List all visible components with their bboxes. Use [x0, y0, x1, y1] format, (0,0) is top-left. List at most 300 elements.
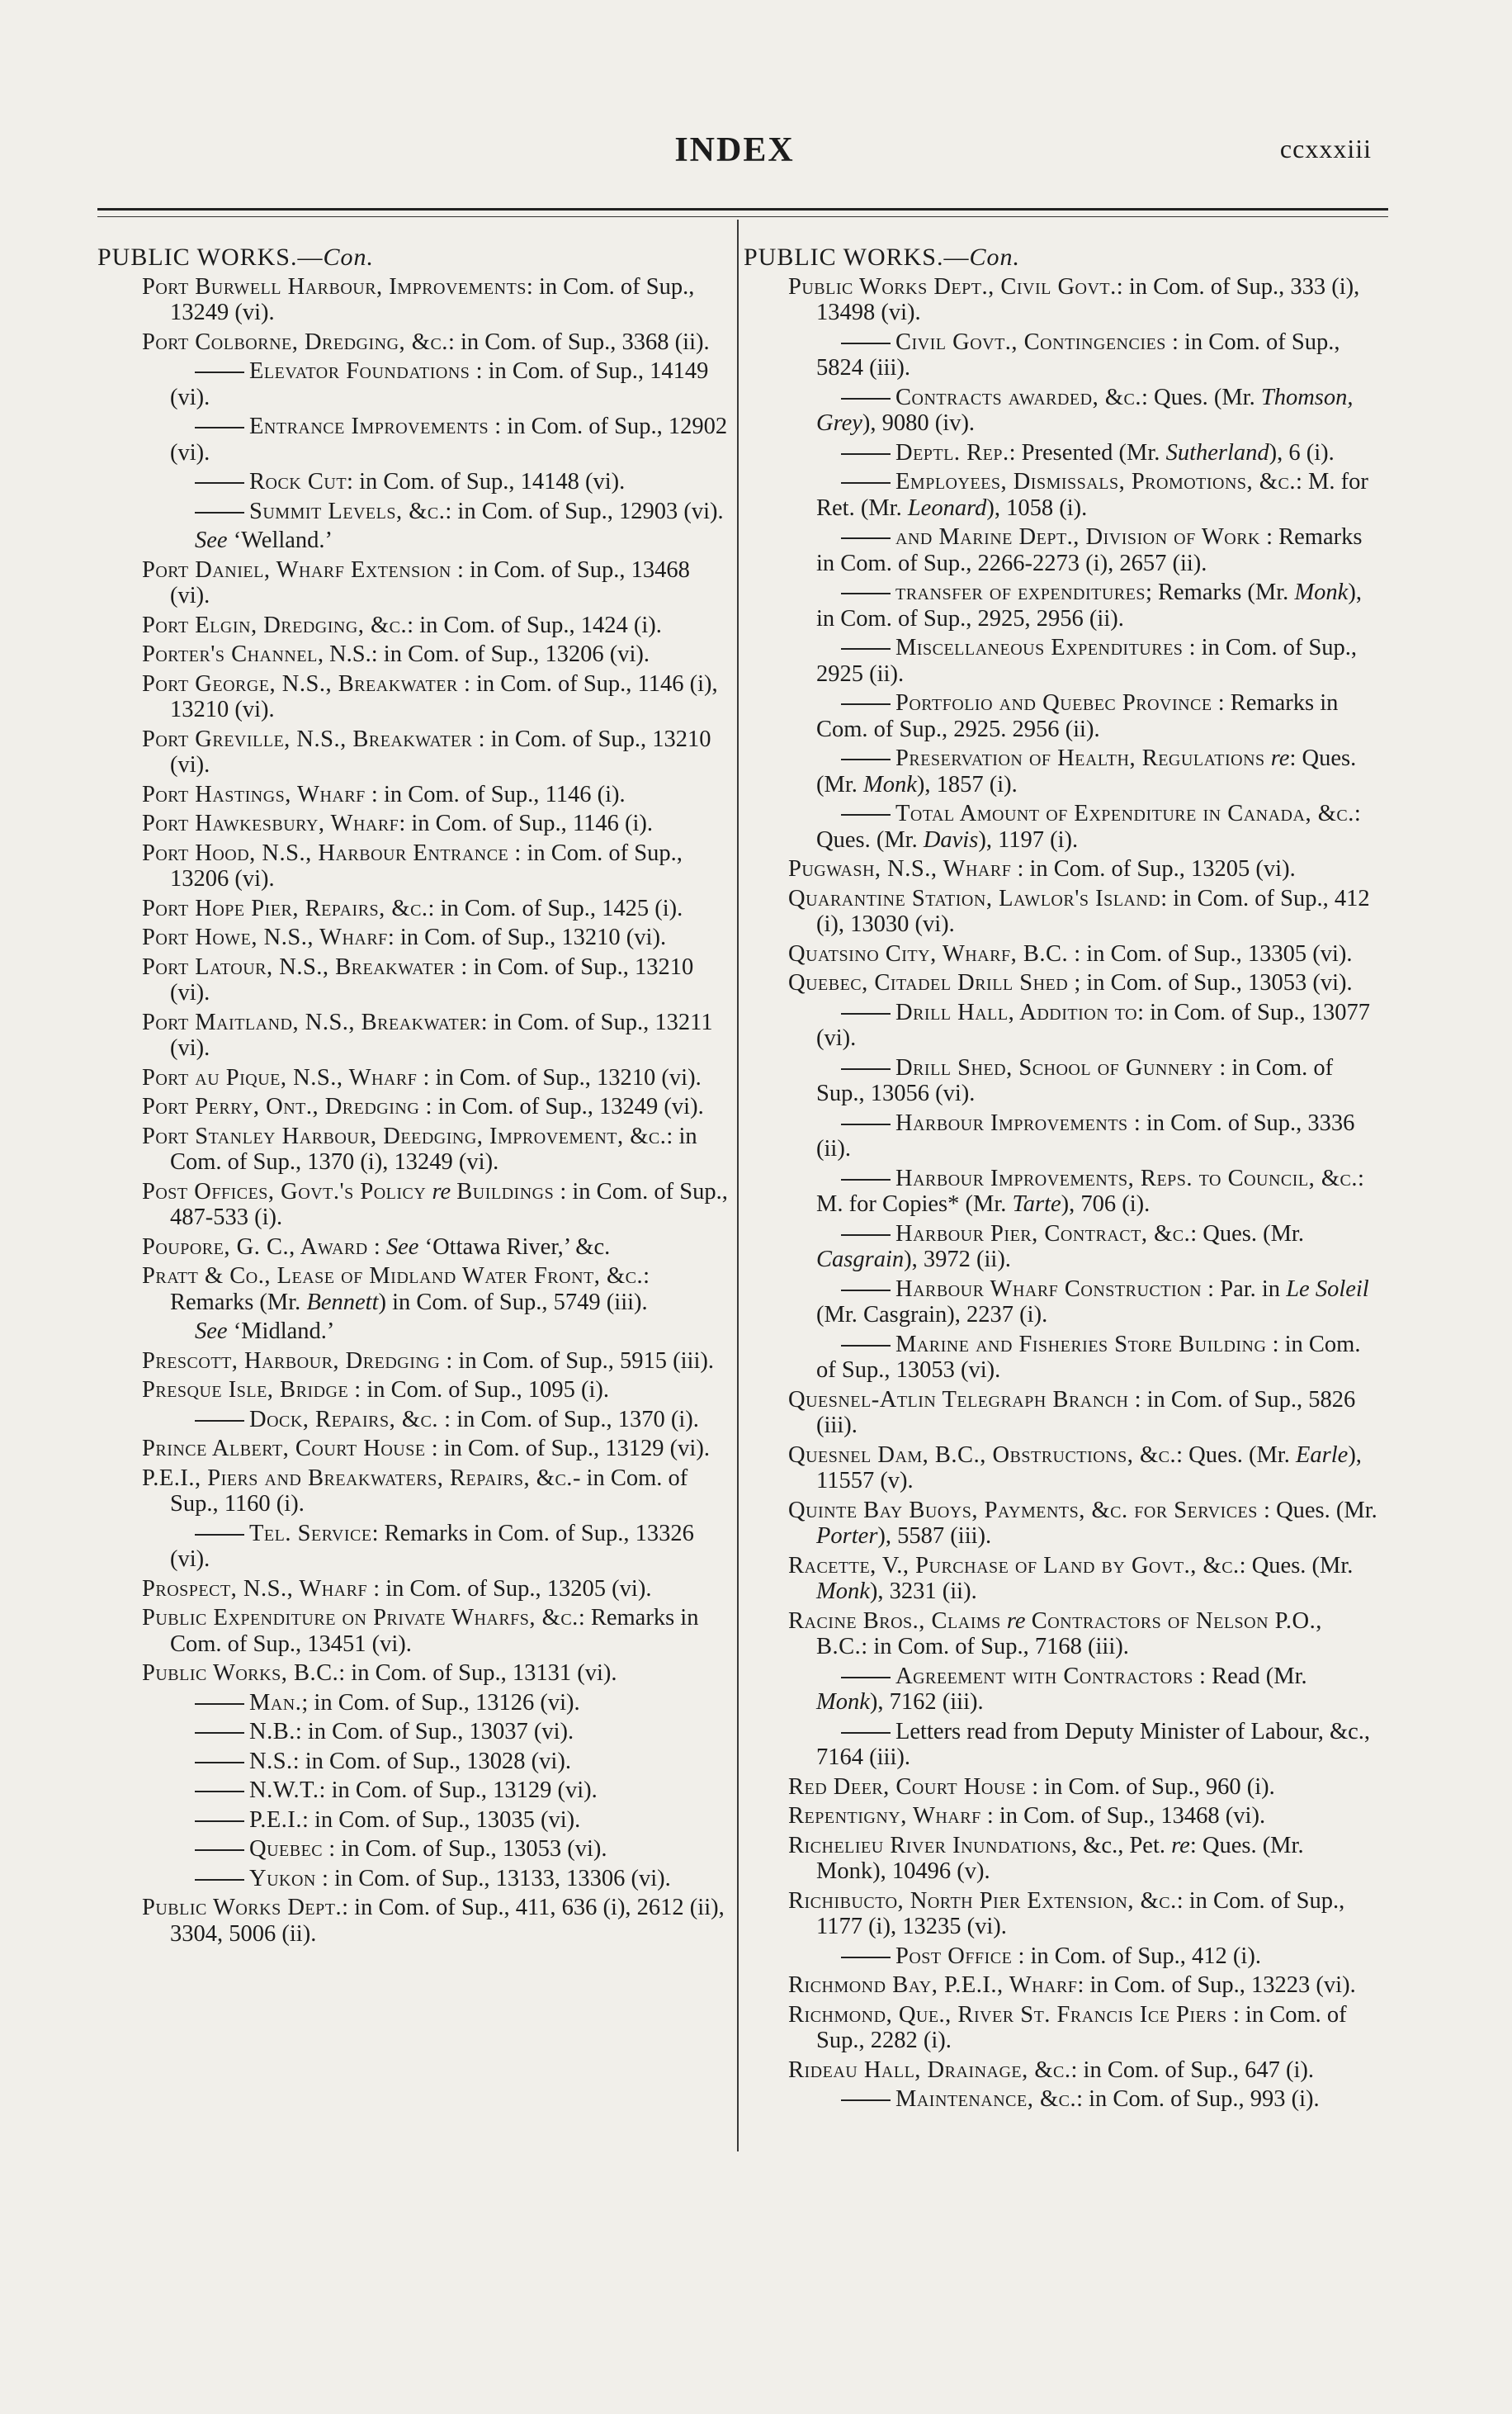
index-entry — [140, 528, 733, 554]
index-entry — [787, 1553, 1379, 1605]
index-subentry — [787, 1000, 1379, 1052]
index-entry — [140, 896, 733, 922]
index-subentry — [140, 1836, 733, 1863]
index-subentry — [787, 385, 1379, 437]
entry-text: : Ques. (Mr. — [1239, 1552, 1354, 1579]
entry-text: : in Com. of Sup., 13028 (vi). — [292, 1748, 571, 1774]
entry-heading: Harbour Wharf Construction — [895, 1276, 1203, 1302]
index-entry — [140, 1660, 733, 1687]
entry-heading: Drill Shed, School of Gunnery — [895, 1054, 1214, 1081]
ditto-dash — [195, 1849, 244, 1851]
entry-heading-cont: Contractors of Nelson P.O., B.C. — [816, 1607, 1322, 1659]
index-entry — [787, 1803, 1379, 1829]
heading-con: Con. — [323, 244, 374, 271]
entry-text: ‘Midland.’ — [227, 1318, 335, 1344]
index-entry — [140, 1576, 733, 1602]
ditto-dash — [195, 1703, 244, 1705]
ditto-dash — [195, 482, 244, 484]
section-heading — [97, 244, 733, 271]
index-subentry — [140, 1690, 733, 1716]
index-entry — [140, 641, 733, 668]
entry-heading: Civil Govt., Contingencies — [895, 329, 1166, 355]
left-column — [97, 244, 733, 1950]
entry-member-name: Monk — [1294, 580, 1349, 605]
entry-text-cont: ), 6 (i). — [1269, 439, 1335, 466]
index-entry — [787, 941, 1379, 968]
entry-member-name: Sutherland — [1165, 439, 1269, 466]
entry-text: : in Com. of Sup., 1146 (i). — [365, 781, 626, 807]
entry-member-name: See — [385, 1233, 419, 1260]
entry-text: : in Com. of Sup., 13210 (vi). — [417, 1064, 702, 1091]
index-entry — [787, 274, 1379, 326]
entry-text: : in Com. of Sup., 993 (i). — [1076, 2086, 1320, 2112]
index-subentry — [787, 1055, 1379, 1107]
index-entry — [787, 1888, 1379, 1940]
index-subentry — [787, 1221, 1379, 1273]
index-subentry — [787, 690, 1379, 742]
entry-text: : in Com. of Sup., 1146 (i). — [399, 811, 654, 836]
entry-heading: and Marine Dept., Division of Work — [895, 524, 1260, 550]
index-entry — [140, 329, 733, 356]
ditto-dash — [841, 593, 891, 594]
ditto-dash — [841, 648, 891, 650]
entry-heading: Prince Albert, Court House — [142, 1436, 426, 1461]
entry-member-name: Monk — [816, 1689, 870, 1715]
ditto-dash — [841, 398, 891, 400]
entry-text: : in Com. of Sup., 13131 (vi). — [338, 1660, 617, 1686]
header-rule-thin — [97, 216, 1388, 217]
index-subentry — [140, 469, 733, 495]
entry-heading: Rock Cut — [249, 469, 347, 495]
index-entry — [140, 1124, 733, 1176]
ditto-dash — [841, 1345, 891, 1347]
index-subentry — [787, 1110, 1379, 1162]
ditto-dash — [195, 1820, 244, 1822]
entry-text-cont: ), 3972 (ii). — [904, 1247, 1011, 1272]
entry-heading: Port Hawkesbury, Wharf — [142, 811, 399, 836]
index-subentry — [787, 329, 1379, 381]
entry-heading: Richmond, Que., River St. Francis Ice Piers — [788, 2001, 1227, 2028]
entry-member-name: re — [1171, 1832, 1190, 1858]
index-entry — [140, 1318, 733, 1345]
index-entry — [140, 671, 733, 723]
entry-text: : Presented (Mr. — [1009, 439, 1166, 466]
index-subentry — [787, 2086, 1379, 2113]
entry-heading: Summit Levels, &c. — [249, 498, 446, 524]
entry-heading: Port Howe, N.S., Wharf — [142, 925, 388, 950]
ditto-dash — [841, 1290, 891, 1291]
ditto-dash — [195, 1732, 244, 1734]
index-entry — [140, 1179, 733, 1231]
index-subentry — [140, 358, 733, 410]
entry-text: : in Com. of Sup., 14148 (vi). — [347, 469, 626, 495]
entry-heading-cont: Buildings — [456, 1178, 555, 1205]
index-entry — [787, 1387, 1379, 1439]
header-rule-thick — [97, 208, 1388, 211]
entry-heading: Prescott, Harbour, Dredging — [142, 1347, 441, 1374]
entry-text: : M. for Ret. (Mr. — [816, 469, 1368, 521]
entry-heading: Rideau Hall, Drainage, &c. — [788, 2057, 1071, 2083]
page-number: ccxxxiii — [1279, 134, 1372, 163]
entry-heading: N.B. — [249, 1719, 295, 1744]
entry-text: : in Com. of Sup., 13129 (vi). — [319, 1777, 598, 1803]
entry-text: : in Com. of Sup., 13468 (vi). — [170, 556, 690, 608]
entry-heading: Racette, V., Purchase of Land by Govt., &c. — [788, 1552, 1240, 1579]
entry-heading: Harbour Improvements — [895, 1110, 1128, 1136]
entry-text-cont: ), 5587 (iii). — [877, 1523, 992, 1549]
entry-text: : in Com. of Sup., 13210 (vi). — [387, 925, 667, 950]
entry-heading: Port Colborne, Dredging, &c. — [142, 329, 448, 355]
index-entry — [787, 856, 1379, 883]
ditto-dash — [195, 1762, 244, 1763]
entry-text-cont: ) in Com. of Sup., 5749 (iii). — [378, 1289, 648, 1315]
column-divider — [737, 220, 739, 2151]
page-title: INDEX — [674, 131, 795, 169]
entry-member-name: Earle — [1295, 1441, 1349, 1468]
entry-heading: Elevator Foundations — [249, 358, 470, 384]
entry-member-name: Monk — [863, 771, 917, 798]
heading-con: Con. — [969, 244, 1020, 271]
entry-text: : in Com. of Sup., 5824 (iii). — [816, 329, 1340, 381]
index-entry — [787, 1608, 1379, 1660]
index-entry — [140, 1895, 733, 1947]
index-subentry — [140, 1866, 733, 1892]
index-entry — [140, 811, 733, 837]
entry-text: : Remarks in Com. of Sup., 13451 (vi). — [170, 1605, 699, 1657]
entry-heading: Pratt & Co., Lease of Midland Water Front, &c. — [142, 1263, 644, 1289]
right-column — [744, 244, 1379, 2116]
entry-heading: Port Perry, Ont., Dredging — [142, 1094, 420, 1119]
entry-text: : in Com. of Sup., 13133, 13306 (vi). — [315, 1865, 671, 1891]
index-entry — [787, 886, 1379, 938]
entry-member-name: Davis — [923, 826, 979, 853]
entry-heading: Port Hastings, Wharf — [142, 781, 366, 807]
entry-heading: Port Stanley Harbour, Deedging, Improvement, &c. — [142, 1123, 667, 1149]
ditto-dash — [841, 759, 891, 760]
entry-text-cont: ), 7162 (iii). — [869, 1689, 984, 1715]
entry-heading: Pugwash, N.S., Wharf — [788, 856, 1012, 882]
entry-text: Letters read from Deputy Minister of Labour, &c., 7164 (iii). — [816, 1718, 1371, 1770]
entry-text: ; in Com. of Sup., 13126 (vi). — [301, 1689, 580, 1716]
index-subentry — [787, 469, 1379, 521]
entry-text: : in Com. of Sup., 13210 (vi). — [170, 726, 711, 778]
ditto-dash — [195, 427, 244, 428]
entry-text: : in Com. of Sup., 1146 (i), 13210 (vi). — [170, 670, 718, 722]
entry-heading: Port Elgin, Dredging, &c. — [142, 612, 408, 638]
entry-heading: Drill Hall, Addition to — [895, 999, 1138, 1025]
entry-text: : in Com. of Sup., 960 (i). — [1026, 1773, 1275, 1800]
entry-text: : in Com. of Sup., 13035 (vi). — [301, 1806, 581, 1833]
entry-heading: Yukon — [249, 1865, 316, 1891]
entry-heading: Port Hope Pier, Repairs, &c. — [142, 895, 428, 921]
index-subentry — [140, 414, 733, 466]
index-entry — [140, 1605, 733, 1657]
entry-heading: Richibucto, North Pier Extension, &c. — [788, 1887, 1177, 1914]
entry-text-cont: ), 11557 (v). — [816, 1441, 1362, 1493]
entry-heading: Red Deer, Court House — [788, 1773, 1027, 1800]
entry-heading: Richelieu River Inundations — [788, 1832, 1072, 1858]
entry-italic: See — [195, 1318, 228, 1344]
entry-heading: Employees, Dismissals, Promotions, &c. — [895, 469, 1296, 495]
entry-text: : in Com. of Sup., 5826 (iii). — [816, 1386, 1356, 1438]
entry-italic: re — [426, 1178, 457, 1205]
ditto-dash — [195, 372, 244, 373]
entry-text: : in Com. of Sup., 333 (i), 13498 (vi). — [816, 273, 1360, 325]
index-subentry — [787, 1664, 1379, 1716]
entry-text: : in Com. of Sup., 13077 (vi). — [816, 999, 1370, 1051]
entry-italic: re — [1264, 746, 1290, 771]
entry-italic: See — [195, 528, 228, 553]
entry-text: : Ques. (Mr. — [1141, 384, 1261, 410]
entry-text: : in Com. of Sup., 12902 (vi). — [170, 414, 728, 466]
entry-italic: re — [1000, 1607, 1032, 1634]
ditto-dash — [195, 1534, 244, 1536]
ditto-dash — [841, 2099, 891, 2101]
entry-heading: Deptl. Rep. — [895, 439, 1009, 466]
entry-text: : Remarks in Com. of Sup., 2266-2273 (i), 2657 (ii). — [816, 524, 1363, 576]
entry-text-cont: ), 3231 (ii). — [869, 1579, 977, 1604]
entry-text-cont: ), 9080 (iv). — [862, 410, 976, 436]
entry-text: : in Com. of Sup., 1095 (i). — [348, 1377, 610, 1403]
ditto-dash — [195, 1879, 244, 1881]
entry-text: : in Com. of Sup., 13129 (vi). — [425, 1436, 710, 1461]
entry-heading: N.W.T. — [249, 1777, 319, 1803]
index-subentry — [787, 1943, 1379, 1970]
entry-heading: Tel. Service — [249, 1520, 372, 1546]
ditto-dash — [841, 1124, 891, 1125]
entry-text: : in Com. of Sup., 3368 (ii). — [447, 329, 710, 355]
ditto-dash — [195, 512, 244, 514]
entry-text: : Ques. (Mr. — [1176, 1441, 1296, 1468]
index-subentry — [140, 1807, 733, 1834]
ditto-dash — [841, 1957, 891, 1958]
entry-text-cont: ‘Ottawa River,’ &c. — [418, 1233, 611, 1260]
entry-heading: Quebec, Citadel Drill Shed — [788, 970, 1069, 996]
entry-heading: N.S. — [249, 1748, 293, 1774]
entry-heading: Entrance Improvements — [249, 414, 489, 439]
entry-text: ; Remarks (Mr. — [1145, 580, 1295, 605]
entry-text: ; in Com. of Sup., 13053 (vi). — [1068, 970, 1353, 996]
entry-text-cont: ), 1857 (i). — [916, 771, 1018, 798]
entry-heading: Racine Bros., Claims — [788, 1607, 1001, 1634]
index-entry — [140, 274, 733, 326]
entry-heading: Port au Pique, N.S., Wharf — [142, 1064, 418, 1091]
entry-member-name: Tarte — [1012, 1191, 1061, 1217]
index-entry — [140, 1094, 733, 1120]
heading-text: PUBLIC WORKS.— — [97, 244, 324, 271]
index-entry — [140, 954, 733, 1006]
ditto-dash — [841, 814, 891, 816]
entry-member-name: Casgrain — [816, 1247, 905, 1272]
entry-heading: Quesnel-Atlin Telegraph Branch — [788, 1386, 1129, 1413]
entry-text: ‘Welland.’ — [227, 528, 333, 553]
entry-text: : in Com. of Sup., 5915 (iii). — [440, 1347, 714, 1374]
index-entry — [787, 1972, 1379, 1999]
entry-text: : Par. in — [1202, 1276, 1287, 1302]
index-subentry — [787, 524, 1379, 576]
entry-text: : Ques. (Mr. — [816, 746, 1357, 798]
index-entry — [140, 1348, 733, 1375]
index-entry — [140, 840, 733, 892]
index-entry — [787, 2057, 1379, 2084]
entry-heading: Port Latour, N.S., Breakwater — [142, 954, 456, 980]
entry-text: : Remarks (Mr. — [170, 1263, 650, 1315]
entry-heading: Repentigny, Wharf — [788, 1803, 981, 1829]
entry-heading: Harbour Pier, Contract, &c. — [895, 1220, 1191, 1247]
index-subentry — [787, 1332, 1379, 1384]
index-entry — [140, 1010, 733, 1062]
entry-heading: Post Offices, Govt.'s Policy — [142, 1178, 427, 1205]
index-subentry — [140, 1521, 733, 1573]
entry-text: : in Com. of Sup., 13053 (vi). — [323, 1836, 607, 1862]
entry-text: : Read (Mr. — [1193, 1663, 1307, 1689]
entry-text: : in Com. of Sup., 647 (i). — [1070, 2057, 1315, 2083]
index-subentry — [787, 580, 1379, 632]
entry-text: : in Com. of Sup., 1370 (i). — [438, 1406, 699, 1432]
entry-heading: Presque Isle, Bridge — [142, 1377, 349, 1403]
entry-text: : in Com. of Sup., 412 (i), 13030 (vi). — [816, 885, 1370, 937]
entry-heading: Port Maitland, N.S., Breakwater — [142, 1009, 481, 1035]
entry-text-cont: : Ques. (Mr. Monk), 10496 (v). — [816, 1832, 1304, 1884]
index-entry — [140, 727, 733, 779]
entry-text: : Ques. (Mr. — [1257, 1497, 1377, 1523]
index-subentry — [787, 746, 1379, 798]
index-entry — [140, 1263, 733, 1315]
entry-heading: Quesnel Dam, B.C., Obstructions, &c. — [788, 1441, 1177, 1468]
entry-heading: Post Office — [895, 1943, 1013, 1969]
entry-heading: P.E.I. — [249, 1806, 302, 1833]
entry-heading: Maintenance, &c. — [895, 2086, 1077, 2112]
entry-text: : in Com. of Sup., 13211 (vi). — [170, 1009, 713, 1061]
index-entry — [140, 1377, 733, 1403]
index-entry — [140, 1065, 733, 1091]
entry-text-cont: ), 1197 (i). — [978, 826, 1079, 853]
entry-text: : in Com. of Sup., 12903 (vi). — [445, 498, 724, 524]
index-entry — [787, 1442, 1379, 1494]
index-entry — [140, 1436, 733, 1462]
index-entry — [140, 925, 733, 951]
entry-heading: Dock, Repairs, &c. — [249, 1406, 439, 1432]
entry-heading: Public Works, B.C. — [142, 1660, 339, 1686]
entry-heading: Agreement with Contractors — [895, 1663, 1193, 1689]
section-heading — [744, 244, 1379, 271]
index-subentry — [140, 1719, 733, 1745]
index-subentry — [140, 499, 733, 525]
entry-heading: Quatsino City, Wharf, B.C. — [788, 940, 1069, 967]
ditto-dash — [841, 1234, 891, 1236]
index-entry — [140, 1234, 733, 1261]
entry-heading: Public Works Dept., Civil Govt. — [788, 273, 1117, 300]
index-entry — [787, 970, 1379, 996]
index-entry — [140, 782, 733, 808]
entry-text: : in Com. of Sup., 13206 (vi). — [170, 840, 683, 892]
entry-text: : in Com. of Sup., 2925 (ii). — [816, 635, 1358, 687]
index-subentry — [140, 1749, 733, 1775]
entry-text-cont: ), 1058 (i). — [986, 495, 1088, 521]
entry-heading: Miscellaneous Expenditures — [895, 635, 1184, 660]
index-subentry — [787, 440, 1379, 466]
entry-text: : in Com. of Sup., 411, 636 (i), 2612 (ii), 3304, 5006 (ii). — [170, 1895, 725, 1947]
index-subentry — [787, 801, 1379, 853]
entry-text: : in Com. of Sup., 14149 (vi). — [170, 358, 709, 410]
entry-heading: Portfolio and Quebec Province — [895, 690, 1212, 716]
index-subentry — [140, 1407, 733, 1433]
ditto-dash — [841, 1179, 891, 1181]
entry-text: , N.S.: in Com. of Sup., 13206 (vi). — [317, 641, 650, 667]
index-entry — [140, 613, 733, 639]
entry-member-name: Le Soleil — [1286, 1276, 1369, 1302]
entry-member-name: Monk — [816, 1579, 870, 1604]
entry-text: : in Com. of Sup., 1177 (i), 13235 (vi). — [816, 1887, 1345, 1939]
entry-text: , &c., Pet. — [1071, 1832, 1172, 1858]
entry-text: - in Com. of Sup., 1160 (i). — [170, 1465, 688, 1517]
entry-text: : in Com. of Sup., 13056 (vi). — [816, 1054, 1334, 1106]
entry-text: : in Com. of Sup., 13037 (vi). — [295, 1719, 574, 1744]
entry-heading: Poupore, G. C., Award — [142, 1233, 368, 1260]
entry-heading: Marine and Fisheries Store Building — [895, 1331, 1267, 1357]
ditto-dash — [841, 1677, 891, 1678]
entry-text: : in Com. of Sup., 13205 (vi). — [367, 1575, 652, 1602]
entry-heading: Public Works Dept. — [142, 1895, 343, 1920]
entry-heading: Total Amount of Expenditure in Canada, &c. — [895, 801, 1354, 826]
entry-heading: Quarantine Station, Lawlor's Island — [788, 885, 1161, 911]
index-subentry — [787, 1276, 1379, 1328]
entry-text: : in Com. of Sup., 7168 (iii). — [861, 1634, 1129, 1659]
running-head — [97, 130, 1372, 180]
entry-text-cont: ), 706 (i). — [1061, 1191, 1151, 1217]
entry-text: : in Com. of Sup., 13205 (vi). — [1011, 856, 1296, 882]
entry-text: : Ques. (Mr. — [816, 801, 1361, 853]
ditto-dash — [841, 703, 891, 705]
entry-text: : Remarks in Com. of Sup., 13326 (vi). — [170, 1520, 694, 1572]
heading-text: PUBLIC WORKS.— — [744, 244, 970, 271]
entry-text: : in Com. of Sup., 412 (i). — [1012, 1943, 1261, 1969]
entry-heading: Contracts awarded, &c. — [895, 384, 1141, 410]
entry-member-name: Thomson, Grey — [816, 384, 1354, 436]
index-subentry — [787, 1719, 1379, 1771]
ditto-dash — [841, 1732, 891, 1734]
index-subentry — [787, 635, 1379, 687]
entry-heading: Port Daniel, Wharf Extension — [142, 556, 451, 583]
entry-text: : M. for Copies* (Mr. — [816, 1165, 1364, 1217]
ditto-dash — [841, 453, 891, 455]
entry-text: : in Com. of Sup., 13468 (vi). — [980, 1803, 1266, 1829]
entry-heading: Port Burwell Harbour, Improvements — [142, 273, 527, 300]
entry-heading: Port Hood, N.S., Harbour Entrance — [142, 840, 509, 866]
entry-text: : in Com. of Sup., 487-533 (i). — [170, 1178, 728, 1230]
entry-heading: P.E.I., Piers and Breakwaters, Repairs, &c. — [142, 1465, 573, 1491]
entry-heading: Harbour Improvements, Reps. to Council, &c. — [895, 1165, 1358, 1191]
index-entry — [787, 2002, 1379, 2054]
index-entry — [787, 1498, 1379, 1550]
ditto-dash — [841, 1068, 891, 1070]
index-entry — [140, 557, 733, 609]
entry-text: : in Com. of Sup., 1425 (i). — [428, 895, 683, 921]
entry-text: : in Com. of Sup., 1424 (i). — [407, 612, 662, 638]
ditto-dash — [195, 1420, 244, 1422]
entry-text-cont: (Mr. Casgrain), 2237 (i). — [816, 1302, 1048, 1328]
entry-text: : in Com. of Sup., 13249 (vi). — [419, 1094, 704, 1119]
entry-text: : Ques. (Mr. — [1190, 1220, 1304, 1247]
entry-heading: transfer of expenditures — [895, 580, 1146, 605]
entry-heading: Richmond Bay, P.E.I., Wharf — [788, 1972, 1078, 1998]
entry-text: : in Com. of Sup., 13223 (vi). — [1077, 1972, 1356, 1998]
entry-text-cont: ), in Com. of Sup., 2925, 2956 (ii). — [816, 580, 1362, 632]
index-entry — [787, 1774, 1379, 1801]
entry-heading: Public Expenditure on Private Wharfs, &c. — [142, 1605, 579, 1631]
entry-heading: Porter's Channel — [142, 641, 318, 667]
ditto-dash — [841, 343, 891, 344]
